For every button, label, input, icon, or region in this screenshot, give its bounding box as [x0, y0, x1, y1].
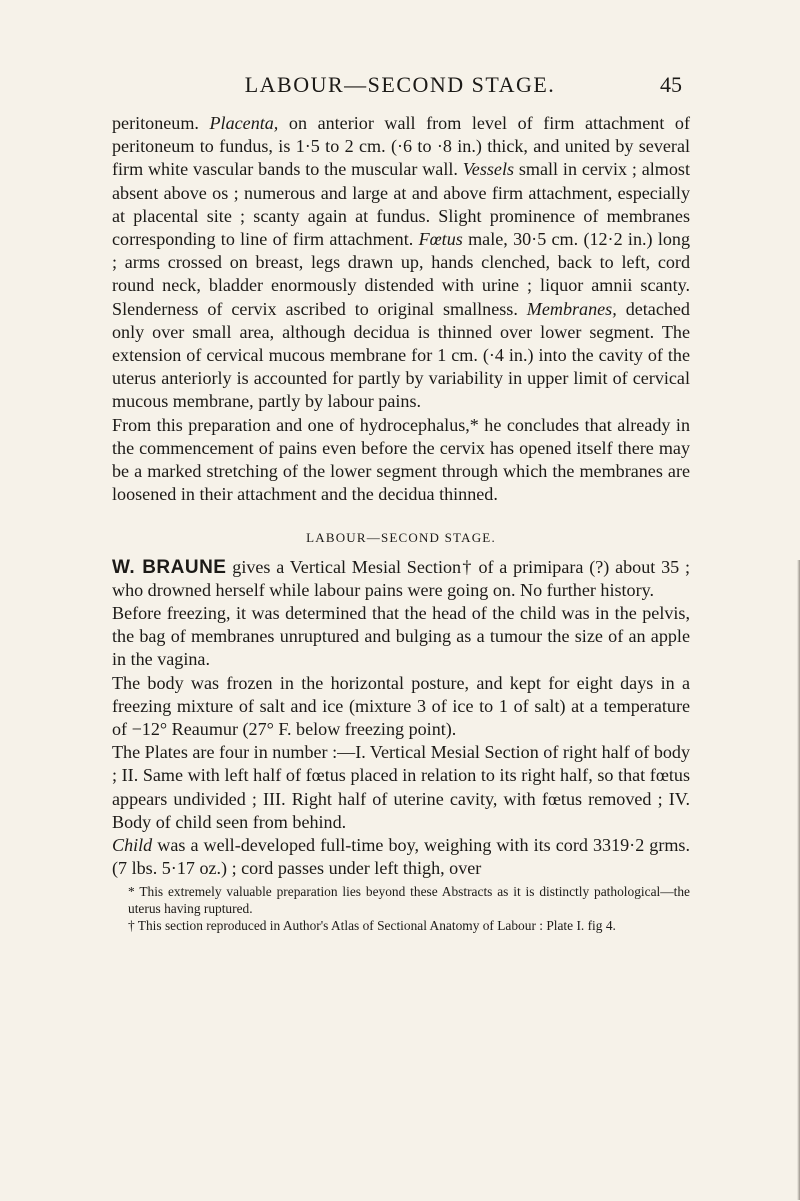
text-run: peritoneum.: [112, 113, 210, 133]
author-name: W. BRAUNE: [112, 556, 227, 578]
footnotes: [112, 883, 690, 934]
section-heading: LABOUR—SECOND STAGE.: [306, 530, 496, 546]
text-run: gives a Vertical Mesial Section† of a primipara (?) about 35 ; who drowned herself while labour pains were going on. No further history.: [112, 556, 690, 600]
text-run: male, 30·5 cm. (12·2 in.) long ; arms crossed on breast, legs drawn up, hands clenched, back to left, cord round neck, bladder enormously distended with urine ; liquor amnii scanty. Slenderness of cervix ascribed to original smallness.: [112, 229, 690, 319]
italic-term-placenta: Placenta,: [209, 113, 279, 133]
paragraph-preparation: From this preparation and one of hydrocephalus,* he concludes that already in the commencement of pains even before the cervix has opened itself there may be a marked stretching of the lower segment through which the membranes are loosened in their attachment and the decidua thinned.: [112, 414, 690, 505]
running-head: [0, 72, 800, 102]
italic-term-foetus: Fœtus: [418, 229, 463, 250]
body-text: [112, 112, 690, 934]
footnote-asterisk: * This extremely valuable preparation lies beyond these Abstracts as it is distinctly pathological—the uterus having ruptured.: [128, 883, 690, 916]
text-run: detached only over small area, although decidua is thinned over lower segment. The extension of cervical mucous membrane for 1 cm. (·4 in.) into the cavity of the uterus anteriorly is accounted for partly by variability in upper limit of cervical mucous membrane, partly by labour pains.: [112, 298, 690, 412]
paragraph-plates: The Plates are four in number :—I. Vertical Mesial Section of right half of body ; II. Same with left half of fœtus placed in relation to its right half, so that fœtus appears undivided ; III. Right half of uterine cavity, with fœtus removed ; IV. Body of child seen from behind.: [112, 742, 691, 832]
page-number: 45: [660, 72, 682, 97]
italic-term-vessels: Vessels: [462, 159, 515, 180]
paragraph-braune: [112, 556, 690, 602]
text-run: on anterior wall from level of firm attachment of peritoneum to fundus, is 1·5 to 2 cm. (·6 to ·8 in.) thick, and united by several firm white vascular bands to the muscular wall.: [112, 113, 690, 180]
italic-term-membranes: Membranes,: [526, 298, 617, 319]
paragraph-placenta: [112, 112, 690, 414]
italic-term-child: Child: [112, 835, 153, 856]
paragraph-freezing: Before freezing, it was determined that the head of the child was in the pelvis, the bag of membranes unruptured and bulging as a tumour the size of an apple in the vagina.: [112, 603, 690, 670]
text-run: was a well-developed full-time boy, weighing with its cord 3319·2 grms. (7 lbs. 5·17 oz.) ; cord passes under left thigh, over: [112, 835, 690, 879]
paragraph-child: [112, 834, 690, 880]
text-run: small in cervix ; almost absent above os ; numerous and large at and above firm attachment, especially at placental site ; scanty again at fundus. Slight prominence of membranes corresponding to line of firm attachment.: [112, 159, 690, 250]
footnote-dagger: † This section reproduced in Author's Atlas of Sectional Anatomy of Labour : Plate I. fig 4.: [128, 917, 616, 933]
running-title: LABOUR—SECOND STAGE.: [244, 72, 556, 97]
paragraph-frozen-body: The body was frozen in the horizontal posture, and kept for eight days in a freezing mixture of salt and ice (mixture 3 of ice to 1 of salt) at a temperature of −12° Reaumur (27° F. below freezing point).: [112, 672, 690, 740]
